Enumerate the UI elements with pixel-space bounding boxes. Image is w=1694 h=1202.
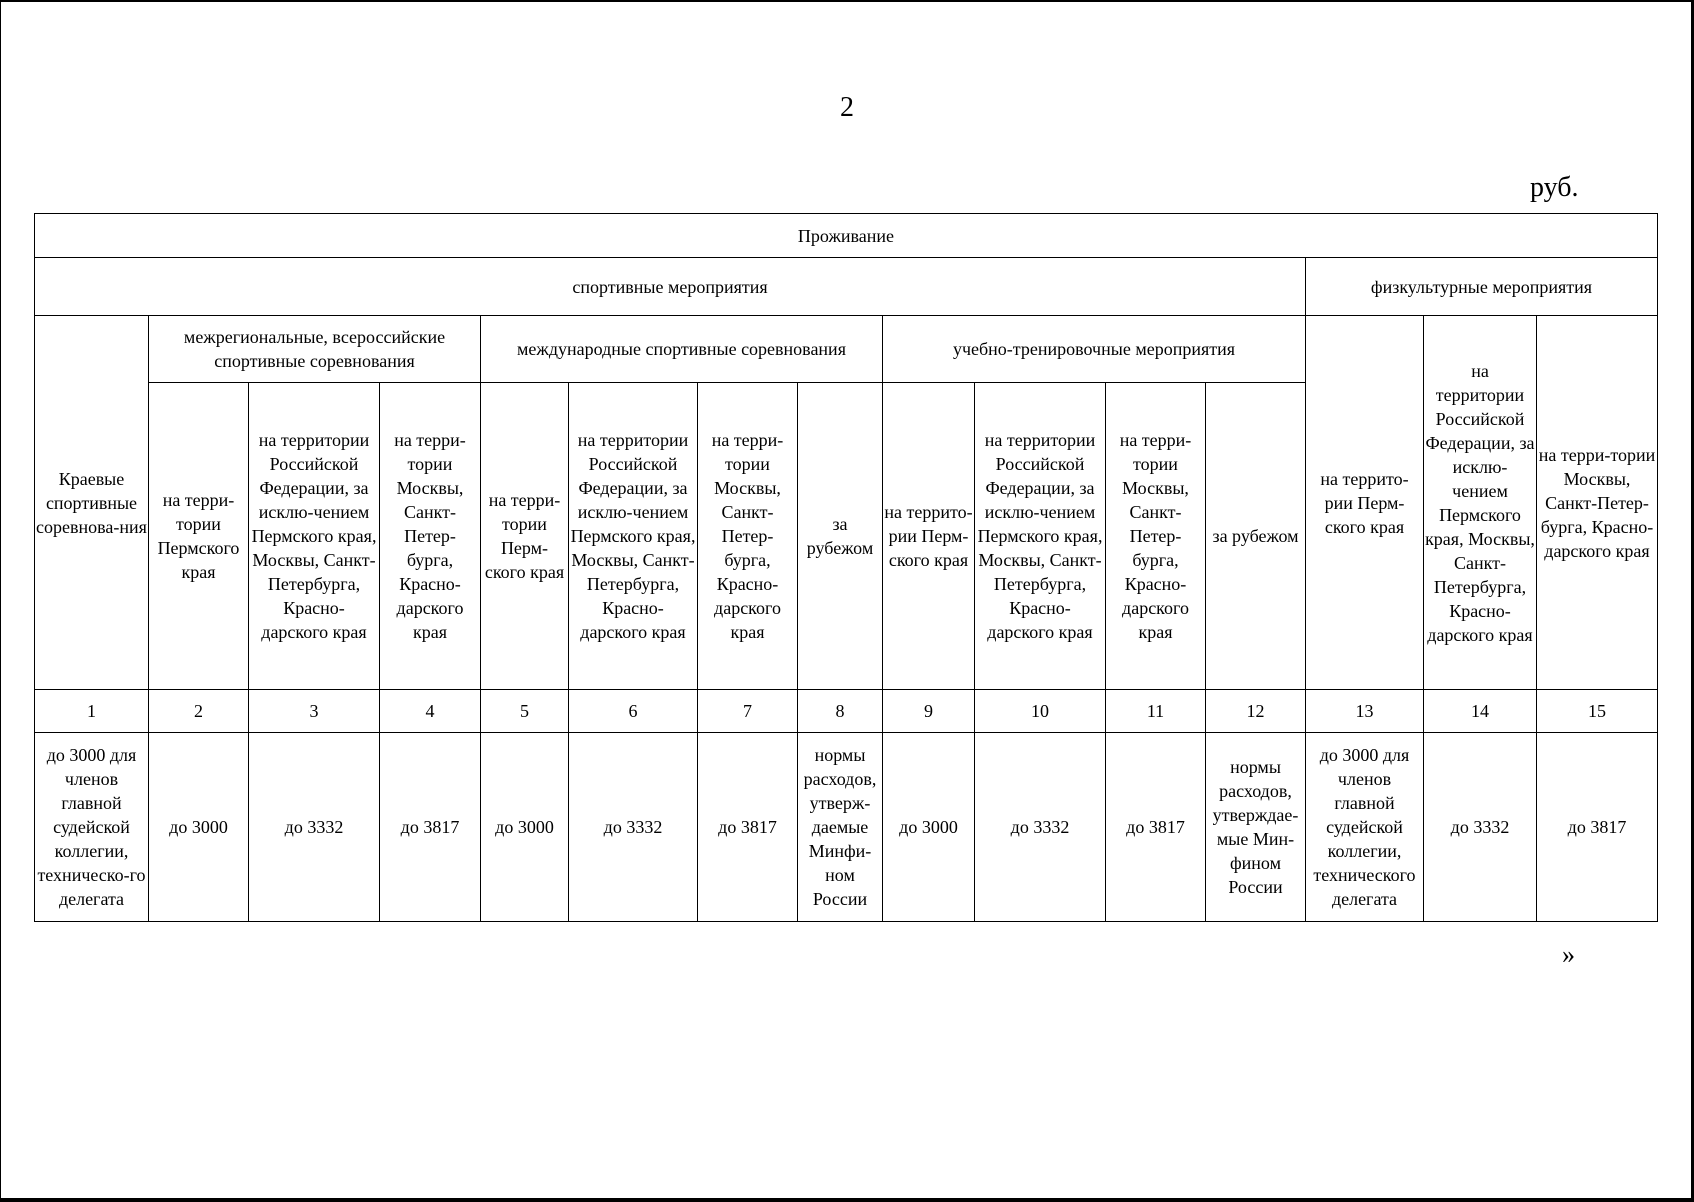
data-cell-col-12: нормы расходов, утверждае-мые Мин-фином России (1206, 733, 1306, 922)
column-number: 8 (798, 690, 883, 733)
data-cell-col-7: до 3817 (698, 733, 798, 922)
data-cell-col-6: до 3332 (569, 733, 698, 922)
table-title: Проживание (35, 214, 1658, 258)
column-number: 5 (481, 690, 569, 733)
column-number: 13 (1306, 690, 1424, 733)
header-col-5: на терри-тории Перм-ского края (481, 383, 569, 690)
column-number: 4 (380, 690, 481, 733)
data-cell-col-9: до 3000 (883, 733, 975, 922)
data-cell-col-15: до 3817 (1537, 733, 1658, 922)
column-number: 14 (1424, 690, 1537, 733)
header-col-4: на терри-тории Москвы, Санкт-Петер-бурга, Красно-дарского края (380, 383, 481, 690)
header-col-7: на терри-тории Москвы, Санкт-Петер-бурга, Красно-дарского края (698, 383, 798, 690)
data-cell-col-8: нормы расходов, утверж-даемые Минфи-ном России (798, 733, 883, 922)
header-col-15: на терри-тории Москвы, Санкт-Петер-бурга, Красно-дарского края (1537, 316, 1658, 690)
data-cell-col-1: до 3000 для членов главной судейской коллегии, техническо-го делегата (35, 733, 149, 922)
category-fitness-events: физкультурные мероприятия (1306, 258, 1658, 316)
page-number: 2 (840, 92, 854, 123)
data-cell-col-4: до 3817 (380, 733, 481, 922)
data-cell-col-13: до 3000 для членов главной судейской коллегии, технического делегата (1306, 733, 1424, 922)
data-cell-col-2: до 3000 (149, 733, 249, 922)
currency-unit: руб. (1530, 172, 1579, 203)
column-number: 6 (569, 690, 698, 733)
data-cell-col-14: до 3332 (1424, 733, 1537, 922)
header-col-2: на терри-тории Пермского края (149, 383, 249, 690)
header-col-9: на террито-рии Перм-ского края (883, 383, 975, 690)
group-international: международные спортивные соревнования (481, 316, 883, 383)
header-col-10: на территории Российской Федерации, за исклю-чением Пермского края, Москвы, Санкт-Петербурга, Красно-дарского края (975, 383, 1106, 690)
data-cell-col-11: до 3817 (1106, 733, 1206, 922)
header-col-13: на террито-рии Перм-ского края (1306, 316, 1424, 690)
header-col-1: Краевые спортивные соревнова-ния (35, 316, 149, 690)
header-col-3: на территории Российской Федерации, за исклю-чением Пермского края, Москвы, Санкт-Петербурга, Красно-дарского края (249, 383, 380, 690)
header-col-14: на территории Российской Федерации, за исклю-чением Пермского края, Москвы, Санкт-Петербурга, Красно-дарского края (1424, 316, 1537, 690)
column-number: 12 (1206, 690, 1306, 733)
group-interregional: межрегиональные, всероссийские спортивные соревнования (149, 316, 481, 383)
column-number: 3 (249, 690, 380, 733)
column-number: 11 (1106, 690, 1206, 733)
category-sport-events: спортивные мероприятия (35, 258, 1306, 316)
group-training: учебно-тренировочные мероприятия (883, 316, 1306, 383)
column-number: 7 (698, 690, 798, 733)
column-number: 15 (1537, 690, 1658, 733)
header-col-12: за рубежом (1206, 383, 1306, 690)
continuation-mark: » (1562, 940, 1575, 969)
header-col-8: за рубежом (798, 383, 883, 690)
column-number: 10 (975, 690, 1106, 733)
data-cell-col-5: до 3000 (481, 733, 569, 922)
header-col-11: на терри-тории Москвы, Санкт-Петер-бурга, Красно-дарского края (1106, 383, 1206, 690)
column-number: 9 (883, 690, 975, 733)
accommodation-table (34, 213, 1658, 922)
column-number: 1 (35, 690, 149, 733)
data-cell-col-3: до 3332 (249, 733, 380, 922)
header-col-6: на территории Российской Федерации, за исклю-чением Пермского края, Москвы, Санкт-Петербурга, Красно-дарского края (569, 383, 698, 690)
column-number: 2 (149, 690, 249, 733)
data-cell-col-10: до 3332 (975, 733, 1106, 922)
